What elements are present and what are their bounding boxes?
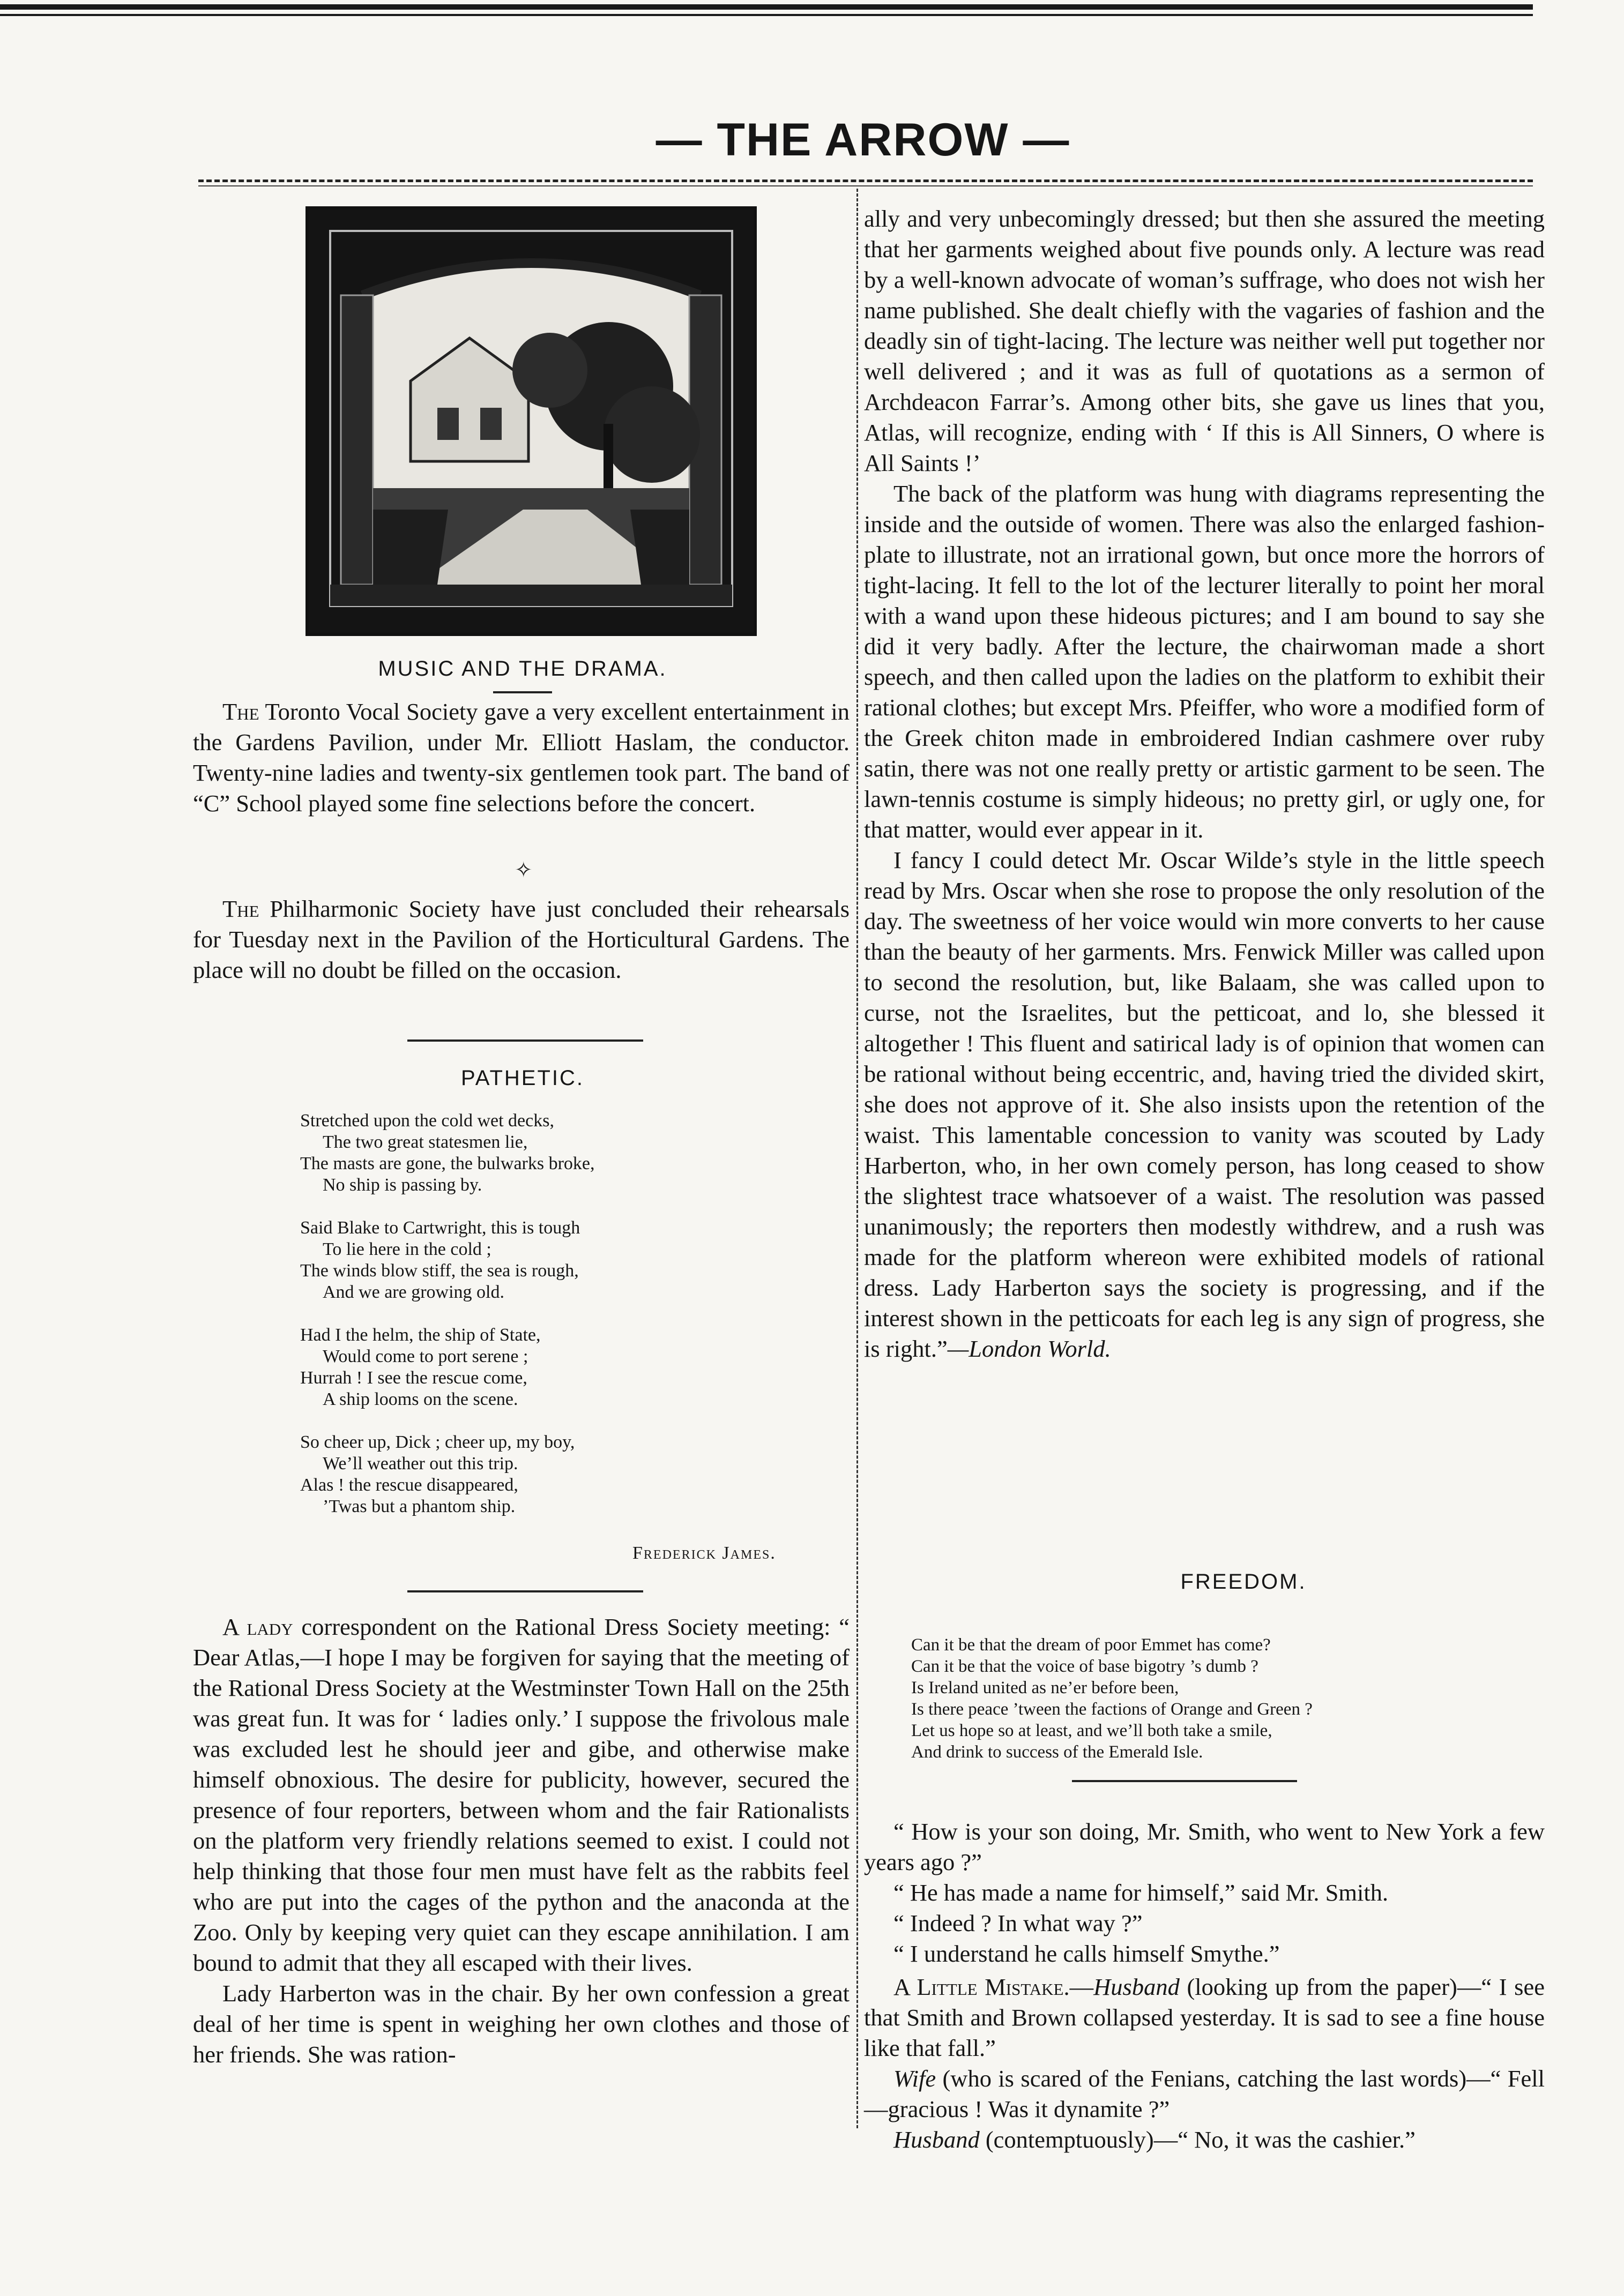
smith-p1: “ How is your son doing, Mr. Smith, who went to New York a few years ago ?” xyxy=(864,1818,1545,1875)
mistake-wife: Wife xyxy=(893,2065,936,2092)
pathetic-poem xyxy=(300,1110,595,1517)
theatre-stage-engraving-icon xyxy=(306,206,757,636)
masthead-rule xyxy=(198,180,1533,182)
poem-line: Would come to port serene ; xyxy=(323,1347,528,1366)
poem-line: No ship is passing by. xyxy=(323,1175,482,1195)
poem-line: ’Twas but a phantom ship. xyxy=(323,1497,516,1516)
music-p2: Philharmonic Society have just concluded their rehearsals for Tuesday next in the Pavilion of the Horticultural Gardens. The place will no doubt be filled on the occasion. xyxy=(193,895,850,983)
music-heading: MUSIC AND THE DRAMA. xyxy=(378,657,667,680)
rational-p5: I fancy I could detect Mr. Oscar Wilde’s style in the little speech read by Mrs. Oscar when she rose to propose the only resolution of the day. The sweetness of her voice would win more converts to her cause than the beauty of her garments. Mrs. Fenwick Miller was called upon to second the resolution, but, like Balaam, she was called upon to curse, not the Israelites, but the petticoat, and lo, she blessed it altogether ! This fluent and satirical lady is of opinion that women can be rational without being eccentric, and, having tried the divided skirt, she does not approve of it. She also insists upon the retention of the waist. This lamentable concession to vanity was scouted by Lady Harberton, who, in her own comely person, has long ceased to show the slightest trace whatsoever of a waist. The resolution was passed unanimously; the reporters then modestly withdrew, and a rush was made for the platform whereon were exhibited models of rational dress. Lady Harberton says the society is progressing, and if the interest shown in the petticoats for each leg is any sign of progress, she is right.” xyxy=(864,847,1545,1362)
rational-lead: A lady xyxy=(222,1613,293,1640)
poem-signature: Frederick James. xyxy=(632,1543,776,1563)
mistake-lead: A Little Mistake. xyxy=(893,1973,1070,2000)
column-divider xyxy=(856,189,858,2128)
mistake-p2: (who is scared of the Fenians, catching the last words)—“ Fell—gracious ! Was it dynamite ?” xyxy=(864,2065,1545,2122)
philharmonic-article xyxy=(193,894,850,985)
poem-line: The two great statesmen lie, xyxy=(323,1132,528,1152)
mistake-p1: (looking up from the paper)—“ I see that Smith and Brown collapsed yesterday. It is sad to see a fine house like that fall.” xyxy=(864,1973,1545,2061)
smith-joke xyxy=(864,1816,1545,1969)
mistake-p3: (contemptuously)—“ No, it was the cashier.” xyxy=(985,2126,1416,2153)
music-p1: Toronto Vocal Society gave a very excellent entertainment in the Gardens Pavilion, under Mr. Elliott Haslam, the conductor. Twenty-nine ladies and twenty-six gentlemen took part. The band of “C” School played some fine selections before the concert. xyxy=(193,698,850,817)
ornament-icon: ✧ xyxy=(515,858,533,882)
little-mistake-joke: A Little Mistake.—Husband (looking up from the paper)—“ I see that Smith and Brown collapsed yesterday. It is sad to see a fine house like that fall.” Wife (who is scared of the Fenians, catching the last words)—“ Fell—gracious ! Was it dynamite ?” Husband (contemptuously)—“ No, it was the cashier.” xyxy=(864,1973,1545,2153)
poem-line: Can it be that the voice of base bigotry ’s dumb ? xyxy=(911,1657,1258,1676)
rational-dress-continued xyxy=(864,204,1545,1364)
music-p2-lead: The xyxy=(222,895,259,922)
masthead-title: — THE ARROW — xyxy=(655,114,1070,166)
rational-dress-article xyxy=(193,1612,850,2070)
rational-p1: correspondent on the Rational Dress Society meeting: “ Dear Atlas,—I hope I may be forgiven for saying that the meeting of the Rational Dress Society at the Westminster Town Hall on the 25th was great fun. It was for ‘ ladies only.’ I suppose the frivolous male was excluded lest he should jeer and gibe, and otherwise make himself obnoxious. The desire for publicity, however, secured the presence of four reporters, between whom and the fair Rationalists on the platform very friendly relations seemed to exist. I could not help thinking that those four men must have felt as the rabbits feel who are put into the cages of the python and the anaconda at the Zoo. Only by keeping very quiet can they escape annihilation. I am bound to admit that they all escaped with their lives. xyxy=(193,1613,850,1976)
mistake-husband: Husband xyxy=(1093,1973,1180,2000)
poem-line: And drink to success of the Emerald Isle. xyxy=(911,1742,1203,1762)
poem-line: Said Blake to Cartwright, this is tough xyxy=(300,1218,580,1238)
divider-rule xyxy=(407,1039,643,1042)
poem-line: Alas ! the rescue disappeared, xyxy=(300,1475,518,1495)
poem-line: The winds blow stiff, the sea is rough, xyxy=(300,1261,579,1281)
smith-p4: “ I understand he calls himself Smythe.” xyxy=(893,1940,1280,1967)
poem-line: And we are growing old. xyxy=(323,1282,504,1302)
music-heading-rule xyxy=(493,691,552,693)
rational-p4: The back of the platform was hung with diagrams representing the inside and the outside of women. There was also the enlarged fashion-plate to illustrate, not an irrational gown, but once more the horrors of tight-lacing. It fell to the lot of the lecturer literally to point her moral with a wand upon these hideous pictures; and I am bound to say she did it very badly. After the lecture, the chairwoman made a short speech, and then called upon the ladies on the platform to exhibit their rational clothes; but except Mrs. Pfeiffer, who wore a modified form of the Greek chiton made in embroidered Indian cashmere over ruby satin, there was not one really pretty or artistic garment to be seen. The lawn-tennis costume is simply hideous; no pretty girl, or ugly one, for that matter, would ever appear in it. xyxy=(864,480,1545,843)
music-p1-lead: The xyxy=(222,698,259,725)
smith-p2: “ He has made a name for himself,” said Mr. Smith. xyxy=(893,1879,1389,1906)
masthead-rule-thin xyxy=(198,185,1533,186)
divider-rule xyxy=(407,1590,643,1592)
music-article xyxy=(193,697,850,819)
top-rule-thin xyxy=(0,14,1533,16)
top-rule xyxy=(0,4,1533,10)
divider-rule xyxy=(1072,1780,1297,1782)
poem-line: Let us hope so at least, and we’ll both take a smile, xyxy=(911,1721,1272,1740)
poem-line: Had I the helm, the ship of State, xyxy=(300,1325,541,1345)
rational-p2: Lady Harberton was in the chair. By her own confession a great deal of her time is spent in weighing her own clothes and those of her friends. She was ration- xyxy=(193,1980,850,2068)
rational-p3: ally and very unbecomingly dressed; but then she assured the meeting that her garments weighed about five pounds only. A lecture was read by a well-known advocate of woman’s suffrage, who does not wish her name published. She dealt chiefly with the vagaries of fashion and the deadly sin of tight-lacing. The lecture was neither well put together nor well delivered ; and it was as full of quotations as a sermon of Archdeacon Farrar’s. Among other bits, she gave us lines that you, Atlas, will recognize, ending with ‘ If this is All Sinners, O where is All Saints !’ xyxy=(864,205,1545,476)
poem-line: Is there peace ’tween the factions of Orange and Green ? xyxy=(911,1700,1313,1719)
freedom-heading: FREEDOM. xyxy=(1180,1570,1307,1594)
freedom-poem xyxy=(911,1634,1313,1763)
poem-line: A ship looms on the scene. xyxy=(323,1389,518,1409)
poem-line: We’ll weather out this trip. xyxy=(323,1454,518,1474)
poem-line: The masts are gone, the bulwarks broke, xyxy=(300,1154,595,1173)
poem-line: Can it be that the dream of poor Emmet has come? xyxy=(911,1635,1271,1655)
poem-line: Hurrah ! I see the rescue come, xyxy=(300,1368,527,1388)
poem-line: Is Ireland united as ne’er before been, xyxy=(911,1678,1179,1697)
poem-line: To lie here in the cold ; xyxy=(323,1239,491,1259)
mistake-husband2: Husband xyxy=(893,2126,980,2153)
poem-line: Stretched upon the cold wet decks, xyxy=(300,1111,554,1131)
pathetic-heading: PATHETIC. xyxy=(461,1066,584,1090)
smith-p3: “ Indeed ? In what way ?” xyxy=(893,1910,1143,1936)
poem-line: So cheer up, Dick ; cheer up, my boy, xyxy=(300,1432,575,1452)
rational-source: —London World. xyxy=(947,1335,1111,1362)
